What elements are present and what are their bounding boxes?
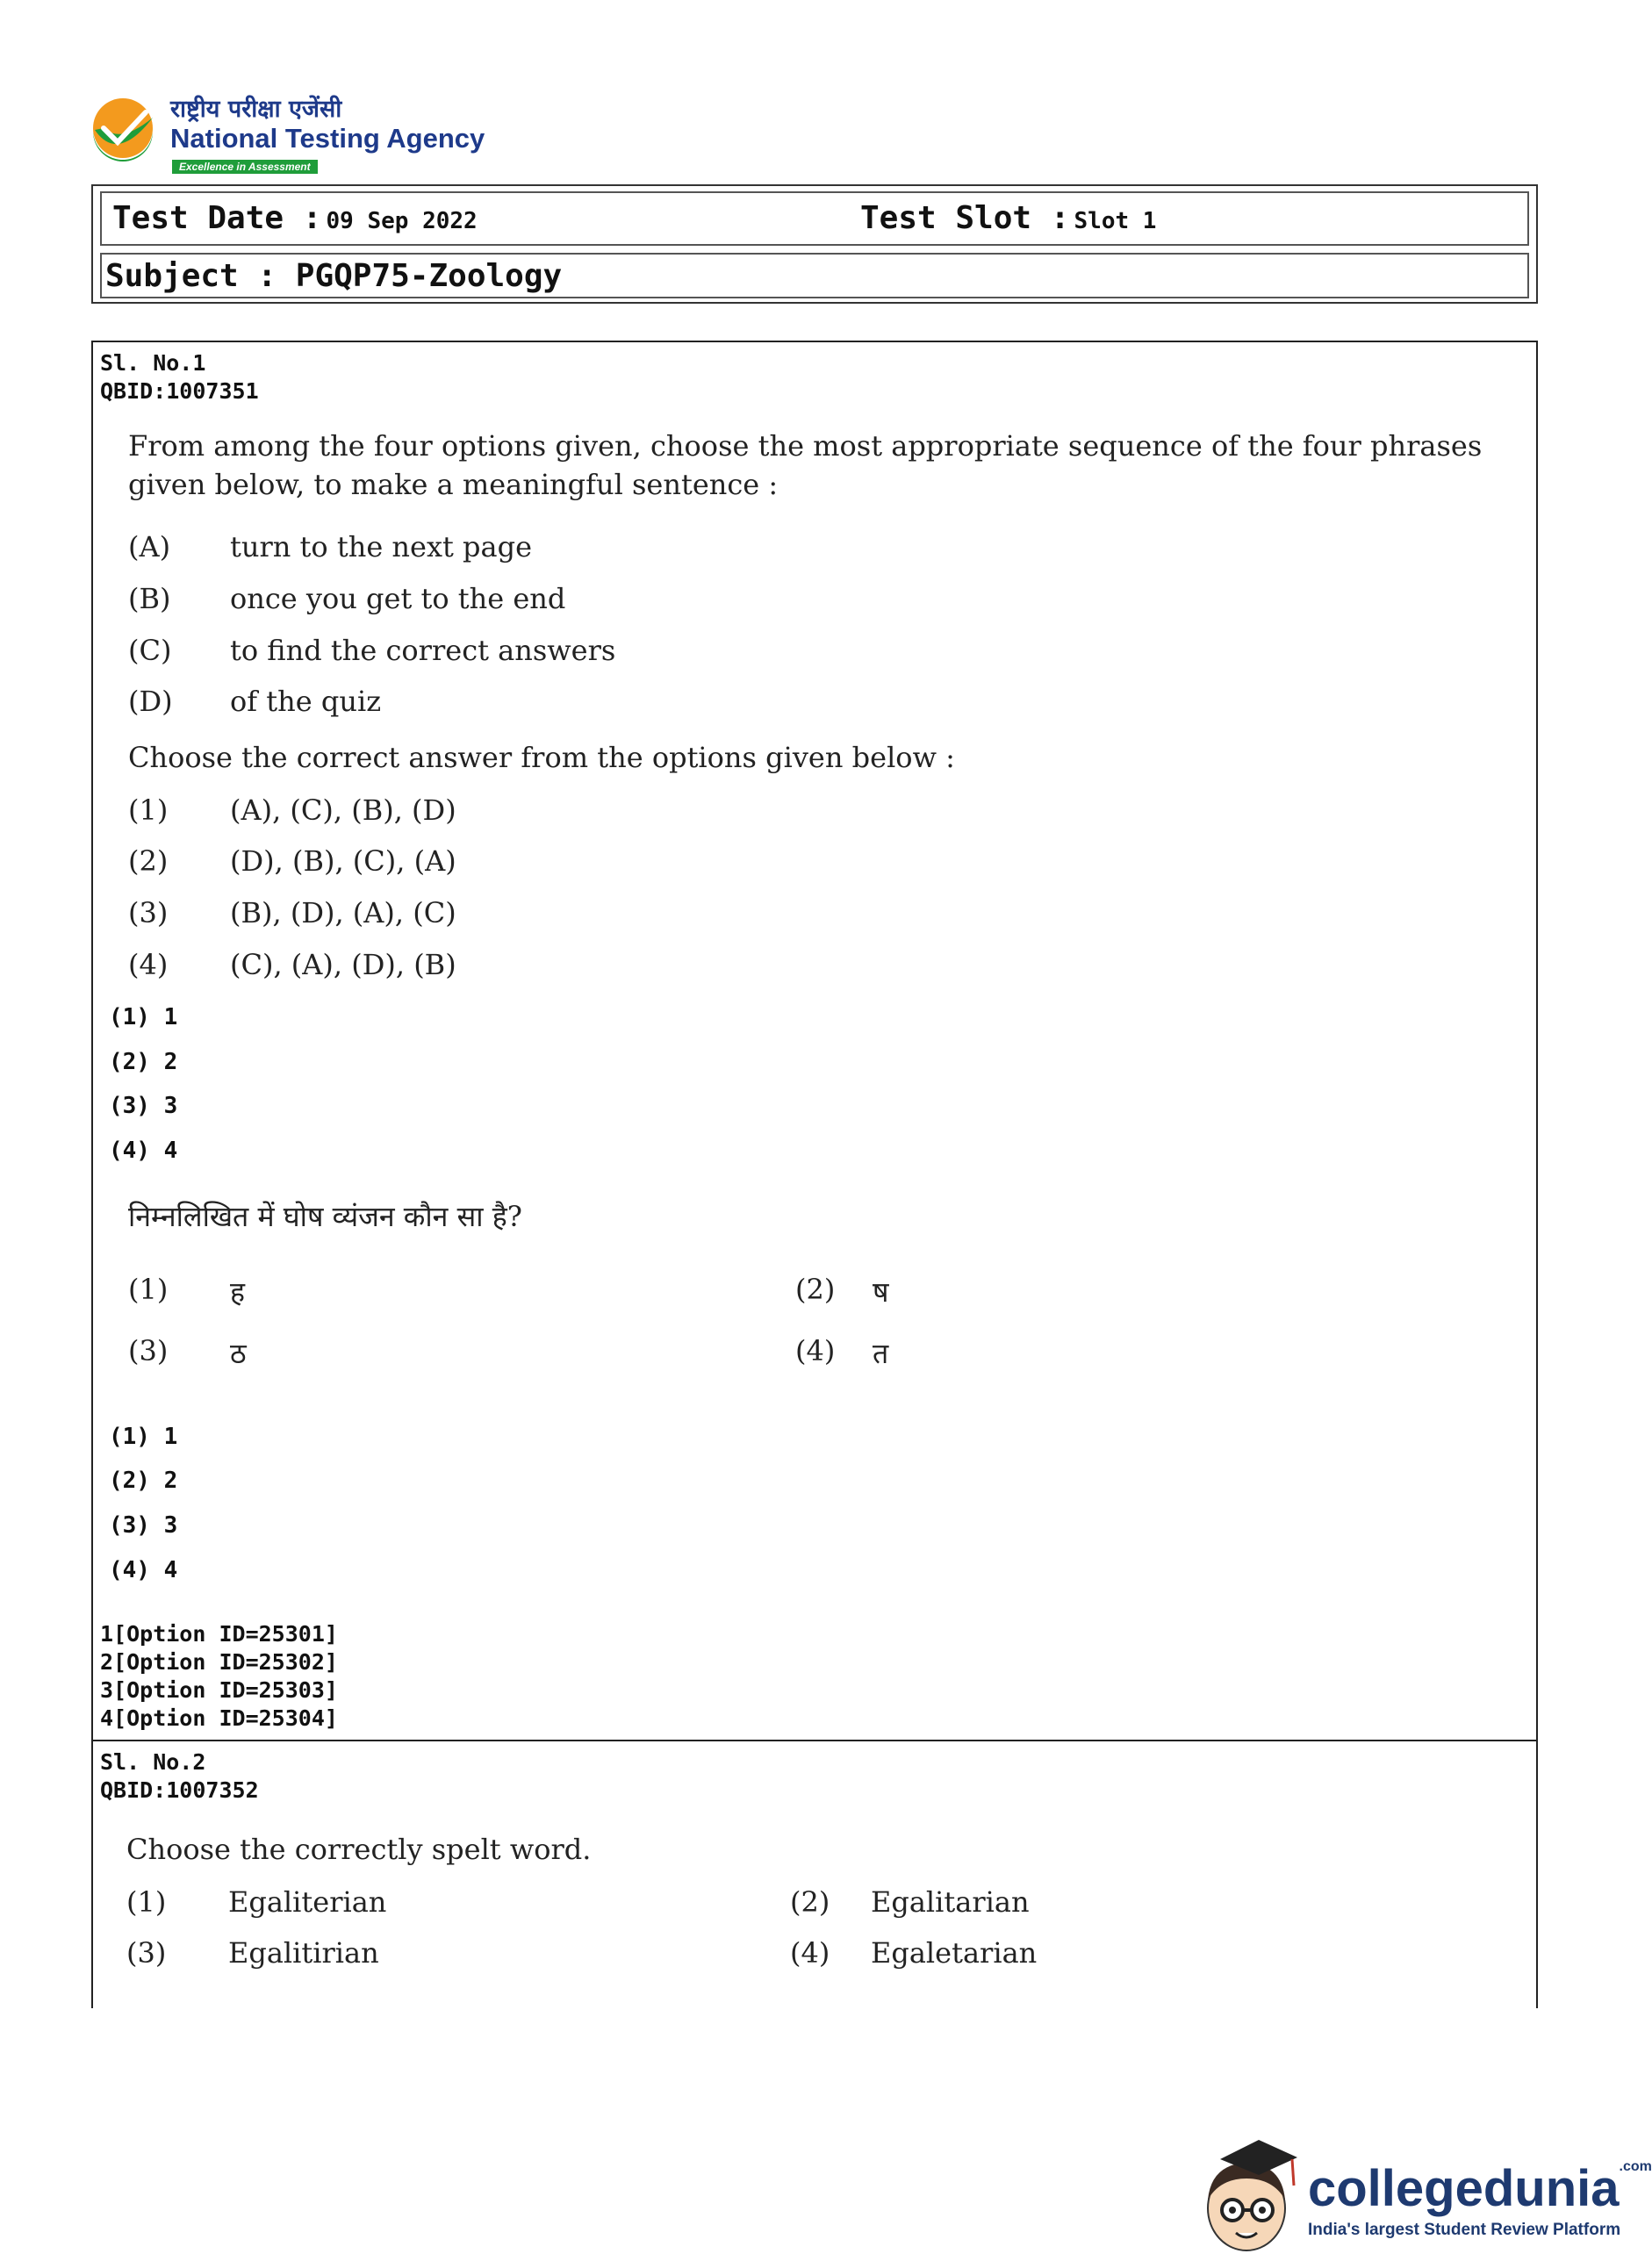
subject-box xyxy=(100,253,1529,298)
q2-stem: Choose the correctly spelt word. xyxy=(126,1833,592,1866)
test-date-value: 09 Sep 2022 xyxy=(326,208,478,234)
nta-logo xyxy=(91,91,513,179)
q1-hindi-stem: निम्नलिखित में घोष व्यंजन कौन सा है? xyxy=(128,1200,522,1233)
q1-option-id: 1[Option ID=25301] xyxy=(100,1621,338,1647)
q1-option-id: 2[Option ID=25302] xyxy=(100,1649,338,1675)
q1-choice-label: (3) xyxy=(128,896,169,930)
q1-choice-text: (C), (A), (D), (B) xyxy=(230,948,456,981)
q1-answer-option[interactable]: (1) 1 xyxy=(109,1004,178,1030)
q1-phrase-label: (B) xyxy=(128,582,171,615)
test-date-label: Test Date : xyxy=(112,200,322,236)
q1-choice-label: (1) xyxy=(128,793,169,827)
test-header xyxy=(91,184,1538,304)
q1-choice-text: (A), (C), (B), (D) xyxy=(230,793,456,827)
q2-choice-text: Egalitirian xyxy=(228,1936,379,1970)
q1-instruction: Choose the correct answer from the options given below : xyxy=(128,741,955,774)
q2-qbid: QBID:1007352 xyxy=(100,1777,259,1803)
q2-choice-label: (3) xyxy=(126,1936,167,1970)
logo-hindi-text: राष्ट्रीय परीक्षा एजेंसी xyxy=(170,96,342,123)
collegedunia-suffix: .com xyxy=(1619,2159,1652,2174)
q1-sl-no: Sl. No.1 xyxy=(100,350,206,376)
test-slot xyxy=(860,200,1156,236)
q1-hindi-choice-label: (2) xyxy=(795,1273,836,1306)
q2-choice-label: (1) xyxy=(126,1885,167,1919)
q1-choice-text: (D), (B), (C), (A) xyxy=(230,844,456,878)
q1-hindi-choice-text: त xyxy=(873,1337,889,1370)
q1-hindi-choice-label: (4) xyxy=(795,1334,836,1367)
q1-phrase-label: (A) xyxy=(128,530,171,563)
subject xyxy=(105,258,562,294)
q1-choice-label: (2) xyxy=(128,844,169,878)
test-slot-label: Test Slot : xyxy=(860,200,1070,236)
q1-option-id: 4[Option ID=25304] xyxy=(100,1705,338,1731)
q1-hindi-answer-option[interactable]: (2) 2 xyxy=(109,1468,178,1494)
q1-hindi-choice-text: ह xyxy=(230,1275,245,1309)
mascot-icon xyxy=(1194,2138,1303,2256)
q2-choice-label: (2) xyxy=(790,1885,830,1919)
q1-hindi-answer-option[interactable]: (1) 1 xyxy=(109,1424,178,1450)
q1-choice-label: (4) xyxy=(128,948,169,981)
q1-choice-text: (B), (D), (A), (C) xyxy=(230,896,456,930)
q2-choice-text: Egalitarian xyxy=(871,1885,1030,1919)
collegedunia-logo xyxy=(1194,2133,1652,2256)
nta-check-icon xyxy=(91,97,154,160)
logo-tagline: Excellence in Assessment xyxy=(172,160,318,174)
subject-value: PGQP75-Zoology xyxy=(295,258,563,294)
q1-phrase-text: turn to the next page xyxy=(230,530,533,563)
logo-english-text: National Testing Agency xyxy=(170,123,485,154)
q1-answer-option[interactable]: (2) 2 xyxy=(109,1049,178,1075)
q1-hindi-choice-text: ष xyxy=(873,1275,889,1309)
q2-choice-text: Egaletarian xyxy=(871,1936,1038,1970)
test-date xyxy=(112,200,478,236)
test-slot-value: Slot 1 xyxy=(1074,208,1157,234)
q1-phrase-label: (D) xyxy=(128,685,173,718)
q1-hindi-choice-text: ठ xyxy=(230,1337,247,1370)
date-slot-box xyxy=(100,191,1529,246)
q1-phrase-text: to find the correct answers xyxy=(230,634,616,667)
q2-sl-no: Sl. No.2 xyxy=(100,1749,206,1775)
q1-qbid: QBID:1007351 xyxy=(100,378,259,404)
q1-phrase-text: of the quiz xyxy=(230,685,382,718)
q1-hindi-choice-label: (1) xyxy=(128,1273,169,1306)
q1-stem: From among the four options given, choose the most appropriate sequence of the four phrases given below, to make a meaningful sentence : xyxy=(128,429,1483,501)
collegedunia-wordmark xyxy=(1308,2159,1652,2218)
q1-option-id: 3[Option ID=25303] xyxy=(100,1677,338,1703)
q1-hindi-choice-label: (3) xyxy=(128,1334,169,1367)
q1-answer-option[interactable]: (4) 4 xyxy=(109,1138,178,1164)
q1-hindi-answer-option[interactable]: (4) 4 xyxy=(109,1557,178,1583)
q2-choice-label: (4) xyxy=(790,1936,830,1970)
collegedunia-name: collegedunia xyxy=(1308,2160,1620,2217)
q1-answer-option[interactable]: (3) 3 xyxy=(109,1093,178,1119)
q2-choice-text: Egaliterian xyxy=(228,1885,387,1919)
q1-phrase-text: once you get to the end xyxy=(230,582,566,615)
q1-phrase-label: (C) xyxy=(128,634,172,667)
question-divider xyxy=(91,1740,1538,1741)
q1-hindi-answer-option[interactable]: (3) 3 xyxy=(109,1512,178,1539)
collegedunia-tagline: India's largest Student Review Platform xyxy=(1308,2221,1621,2239)
subject-label: Subject : xyxy=(105,258,277,294)
